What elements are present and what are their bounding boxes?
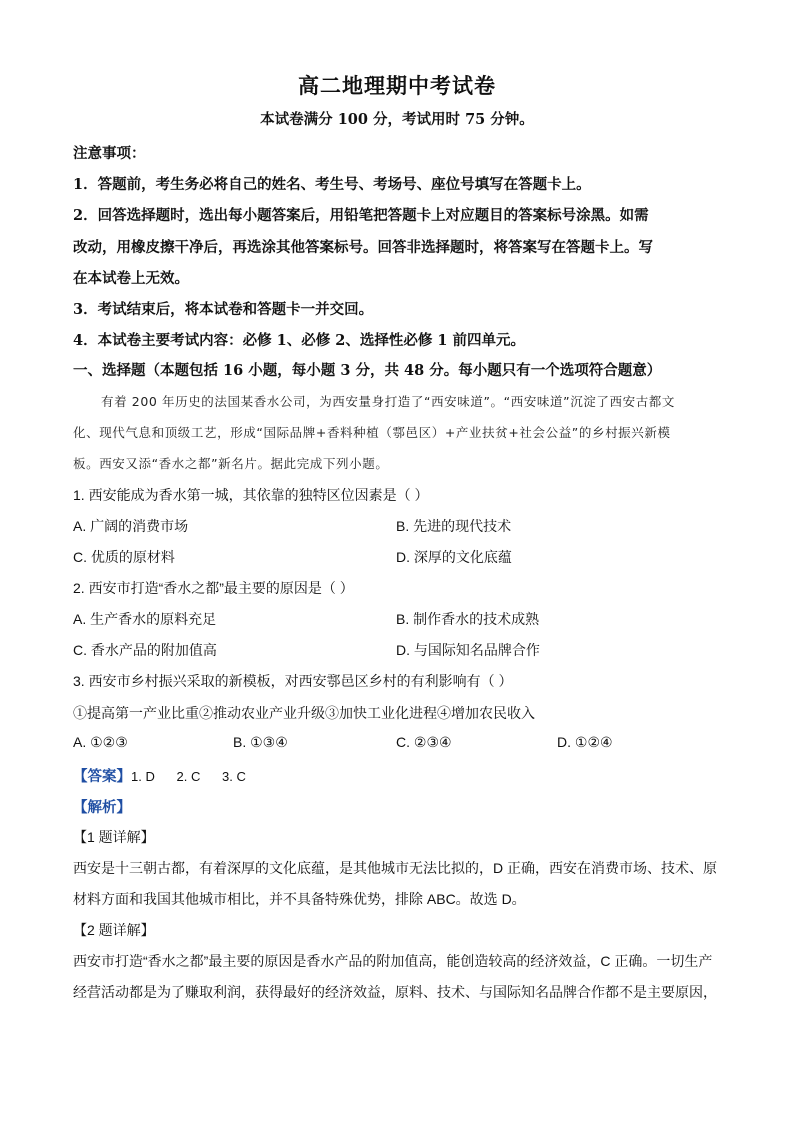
detail-2-tag: 【2 题详解】 (73, 922, 155, 938)
question-1-option-a: A. 广阔的消费市场 (73, 518, 189, 534)
analysis-heading (73, 796, 733, 817)
note-item-2-line-3: 在本试卷上无效。 (73, 270, 189, 287)
detail-2-line-2: 经营活动都是为了赚取利润，获得最好的经济效益，原料、技术、与国际知名品牌合作都不是主要原因， (73, 984, 717, 1000)
question-2-option-d: D. 与国际知名品牌合作 (396, 642, 540, 658)
question-3-option-b: B. ①③④ (233, 734, 288, 750)
answer-tag: 【答案】 (73, 769, 131, 785)
question-3-stem: 3. 西安市乡村振兴采取的新模板，对西安鄠邑区乡村的有利影响有（ ） (73, 673, 513, 689)
note-item-2-line-2: 改动，用橡皮擦干净后，再选涂其他答案标号。回答非选择题时，将答案写在答题卡上。写 (73, 239, 653, 256)
detail-1-line-1: 西安是十三朝古都，有着深厚的文化底蕴，是其他城市无法比拟的，D 正确，西安在消费市场、技术、原 (73, 860, 717, 876)
passage-line-3: 板。西安又添“香水之都”新名片。据此完成下列小题。 (73, 456, 389, 471)
note-item-4: 4．本试卷主要考试内容：必修 1、必修 2、选择性必修 1 前四单元。 (73, 332, 526, 349)
passage-line-2: 化、现代气息和顶级工艺，形成“国际品牌+香料种植（鄠邑区）+产业扶贫+社会公益”的乡村振兴新模 (73, 425, 671, 440)
note-item-3: 3．考试结束后，将本试卷和答题卡一并交回。 (73, 301, 374, 318)
section-heading: 一、选择题（本题包括 16 小题，每小题 3 分，共 48 分。每小题只有一个选项符合题意） (73, 362, 662, 379)
analysis-tag: 【解析】 (73, 800, 131, 816)
question-2-option-a: A. 生产香水的原料充足 (73, 611, 217, 627)
question-1-option-c: C. 优质的原材料 (73, 549, 175, 565)
page-subtitle: 本试卷满分 100 分，考试用时 75 分钟。 (260, 111, 534, 128)
question-1-option-b: B. 先进的现代技术 (396, 518, 512, 534)
answer-line (73, 765, 733, 786)
question-3-option-c: C. ②③④ (396, 734, 452, 750)
detail-1-tag: 【1 题详解】 (73, 829, 155, 845)
question-3-items: ①提高第一产业比重②推动农业产业升级③加快工业化进程④增加农民收入 (73, 705, 535, 721)
question-2-stem: 2. 西安市打造“香水之都”最主要的原因是（ ） (73, 580, 354, 596)
question-3-option-a: A. ①②③ (73, 734, 128, 750)
question-2-option-c: C. 香水产品的附加值高 (73, 642, 217, 658)
detail-2-line-1: 西安市打造“香水之都”最主要的原因是香水产品的附加值高，能创造较高的经济效益，C 正确。一切生产 (73, 953, 713, 969)
detail-1-line-2: 材料方面和我国其他城市相比，并不具备特殊优势，排除 ABC。故选 D。 (73, 891, 526, 907)
passage-line-1: 有着 200 年历史的法国某香水公司，为西安量身打造了“西安味道”。“西安味道”沉淀了西安古都文 (101, 394, 676, 409)
page-title: 高二地理期中考试卷 (298, 73, 496, 98)
question-3-option-d: D. ①②④ (557, 734, 613, 750)
question-1-stem: 1. 西安能成为香水第一城，其依靠的独特区位因素是（ ） (73, 487, 429, 503)
question-2-option-b: B. 制作香水的技术成熟 (396, 611, 540, 627)
note-item-1: 1．答题前，考生务必将自己的姓名、考生号、考场号、座位号填写在答题卡上。 (73, 176, 591, 193)
answer-values: 1. D 2. C 3. C (131, 769, 246, 784)
notes-heading: 注意事项： (73, 145, 146, 162)
note-item-2-line-1: 2．回答选择题时，选出每小题答案后，用铅笔把答题卡上对应题目的答案标号涂黑。如需 (73, 207, 649, 224)
question-1-option-d: D. 深厚的文化底蕴 (396, 549, 512, 565)
